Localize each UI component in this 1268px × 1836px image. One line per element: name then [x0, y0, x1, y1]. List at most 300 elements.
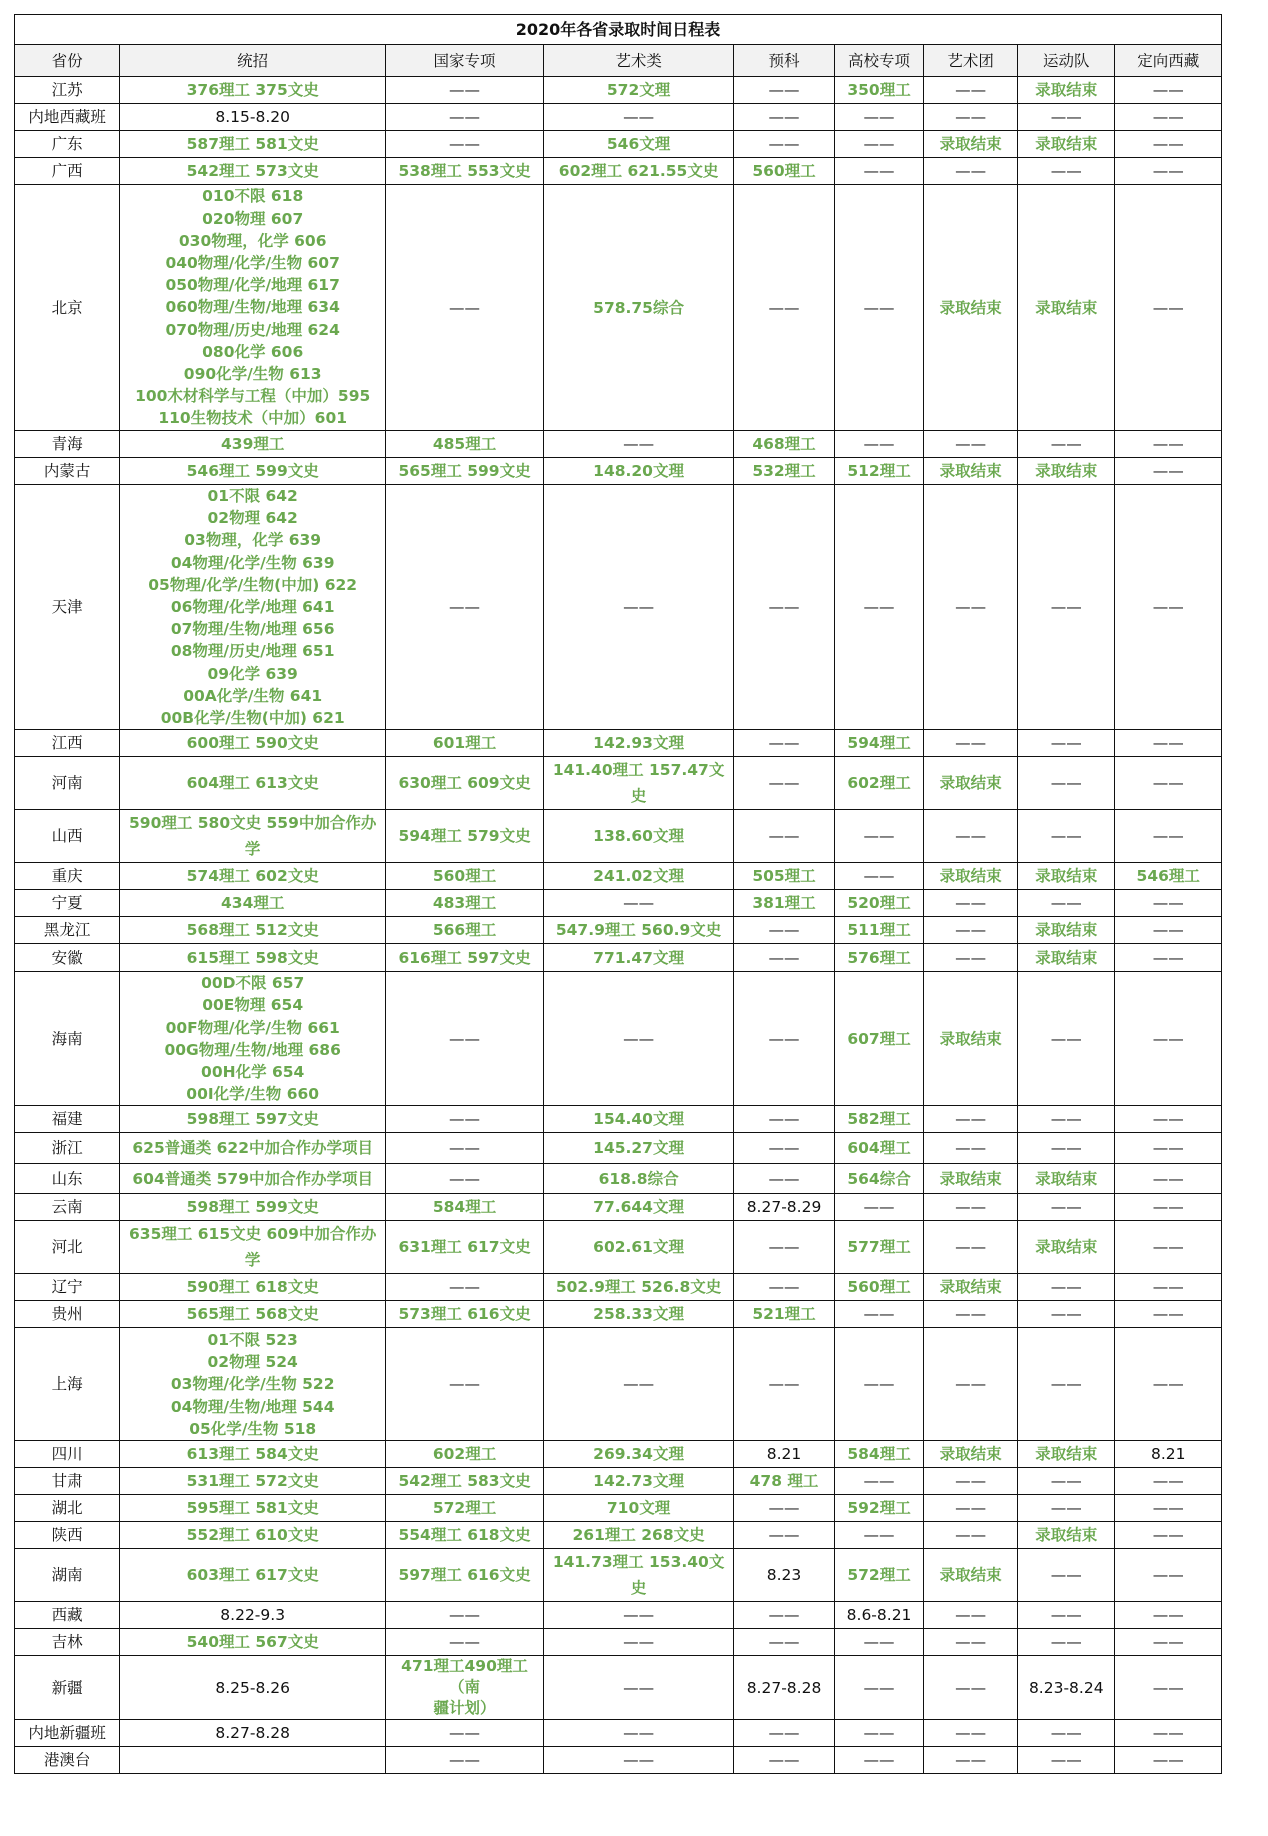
- col-header-national-special: 国家专项: [386, 45, 544, 77]
- cell-line: 08物理/历史/地理 651: [170, 642, 335, 661]
- cell-general: 635理工 615文史 609中加合作办学: [120, 1221, 386, 1274]
- cell-arts: 502.9理工 526.8文史: [544, 1274, 734, 1301]
- cell-line: 110生物技术（中加）601: [158, 409, 348, 428]
- cell-preparatory: ——: [734, 1106, 835, 1133]
- cell-preparatory: 505理工: [734, 863, 835, 890]
- cell-national-special: 597理工 616文史: [386, 1549, 544, 1602]
- cell-national-special: ——: [386, 1133, 544, 1164]
- cell-general: 542理工 573文史: [120, 158, 386, 185]
- cell-university-special: 576理工: [834, 944, 923, 972]
- cell-national-special: 485理工: [386, 431, 544, 458]
- cell-line: 030物理，化学 606: [178, 231, 327, 250]
- cell-national-special: ——: [386, 104, 544, 131]
- cell-national-special: 566理工: [386, 917, 544, 944]
- cell-arts: 710文理: [544, 1495, 734, 1522]
- cell-province: 北京: [15, 185, 120, 431]
- table-row: [15, 1720, 1222, 1747]
- cell-national-special: 601理工: [386, 730, 544, 757]
- table-row: [15, 185, 1222, 431]
- cell-general: 546理工 599文史: [120, 458, 386, 485]
- col-header-university-special: 高校专项: [834, 45, 923, 77]
- cell-sports-team: 录取结束: [1018, 1164, 1115, 1194]
- cell-sports-team: 录取结束: [1018, 1441, 1115, 1468]
- cell-tibet-directed: ——: [1115, 185, 1222, 431]
- cell-preparatory: ——: [734, 810, 835, 863]
- cell-tibet-directed: ——: [1115, 810, 1222, 863]
- cell-sports-team: ——: [1018, 1549, 1115, 1602]
- cell-general: 598理工 597文史: [120, 1106, 386, 1133]
- cell-university-special: ——: [834, 131, 923, 158]
- cell-preparatory: ——: [734, 944, 835, 972]
- cell-national-special: ——: [386, 1274, 544, 1301]
- cell-national-special: ——: [386, 131, 544, 158]
- cell-preparatory: 532理工: [734, 458, 835, 485]
- cell-general: 600理工 590文史: [120, 730, 386, 757]
- cell-art-troupe: ——: [924, 917, 1018, 944]
- table-row: [15, 1194, 1222, 1221]
- cell-art-troupe: ——: [924, 1495, 1018, 1522]
- cell-arts: ——: [544, 485, 734, 730]
- cell-arts: 77.644文理: [544, 1194, 734, 1221]
- table-row: [15, 1495, 1222, 1522]
- cell-sports-team: ——: [1018, 890, 1115, 917]
- cell-university-special: ——: [834, 1194, 923, 1221]
- table-row: [15, 757, 1222, 810]
- cell-arts: ——: [544, 1328, 734, 1441]
- cell-tibet-directed: ——: [1115, 972, 1222, 1106]
- cell-preparatory: ——: [734, 1274, 835, 1301]
- cell-art-troupe: 录取结束: [924, 757, 1018, 810]
- cell-national-special: [386, 1656, 544, 1720]
- cell-national-special: ——: [386, 1602, 544, 1629]
- cell-national-special: ——: [386, 972, 544, 1106]
- cell-arts: 241.02文理: [544, 863, 734, 890]
- cell-tibet-directed: ——: [1115, 944, 1222, 972]
- cell-general: 531理工 572文史: [120, 1468, 386, 1495]
- cell-sports-team: 录取结束: [1018, 458, 1115, 485]
- table-row: [15, 1656, 1222, 1720]
- cell-tibet-directed: ——: [1115, 1656, 1222, 1720]
- cell-province: 广西: [15, 158, 120, 185]
- cell-general: 8.22-9.3: [120, 1602, 386, 1629]
- cell-arts: ——: [544, 104, 734, 131]
- cell-tibet-directed: ——: [1115, 1747, 1222, 1774]
- table-row: [15, 131, 1222, 158]
- cell-line: 00B化学/生物(中加) 621: [160, 709, 345, 728]
- cell-province: 广东: [15, 131, 120, 158]
- table-row: [15, 1221, 1222, 1274]
- cell-preparatory: ——: [734, 1495, 835, 1522]
- cell-university-special: ——: [834, 185, 923, 431]
- table-row: [15, 1441, 1222, 1468]
- table-row: [15, 458, 1222, 485]
- cell-tibet-directed: 546理工: [1115, 863, 1222, 890]
- cell-university-special: 602理工: [834, 757, 923, 810]
- cell-university-special: ——: [834, 1328, 923, 1441]
- cell-line: 080化学 606: [202, 342, 304, 361]
- cell-university-special: 8.6-8.21: [834, 1602, 923, 1629]
- cell-art-troupe: 录取结束: [924, 458, 1018, 485]
- cell-university-special: ——: [834, 431, 923, 458]
- cell-tibet-directed: ——: [1115, 1164, 1222, 1194]
- cell-line: 02物理 524: [207, 1353, 298, 1372]
- cell-arts: 142.73文理: [544, 1468, 734, 1495]
- cell-art-troupe: ——: [924, 1602, 1018, 1629]
- cell-sports-team: 录取结束: [1018, 944, 1115, 972]
- cell-tibet-directed: ——: [1115, 77, 1222, 104]
- cell-university-special: 520理工: [834, 890, 923, 917]
- cell-line: 00H化学 654: [201, 1063, 305, 1082]
- table-row: [15, 917, 1222, 944]
- table-row: [15, 972, 1222, 1106]
- cell-line: 00D不限 657: [201, 974, 305, 993]
- cell-tibet-directed: ——: [1115, 1301, 1222, 1328]
- cell-national-special: 538理工 553文史: [386, 158, 544, 185]
- cell-province: 贵州: [15, 1301, 120, 1328]
- cell-line: 03物理，化学 639: [184, 531, 322, 550]
- cell-arts: 771.47文理: [544, 944, 734, 972]
- cell-sports-team: ——: [1018, 431, 1115, 458]
- cell-province: 山西: [15, 810, 120, 863]
- cell-preparatory: ——: [734, 1629, 835, 1656]
- cell-sports-team: ——: [1018, 1468, 1115, 1495]
- cell-province: 浙江: [15, 1133, 120, 1164]
- cell-province: 西藏: [15, 1602, 120, 1629]
- cell-province: 青海: [15, 431, 120, 458]
- cell-sports-team: ——: [1018, 757, 1115, 810]
- cell-province: 海南: [15, 972, 120, 1106]
- cell-province: 黑龙江: [15, 917, 120, 944]
- cell-national-special: 584理工: [386, 1194, 544, 1221]
- cell-national-special: 616理工 597文史: [386, 944, 544, 972]
- cell-province: 湖北: [15, 1495, 120, 1522]
- cell-general: 590理工 618文史: [120, 1274, 386, 1301]
- table-row: [15, 158, 1222, 185]
- table-row: [15, 1549, 1222, 1602]
- cell-province: 河南: [15, 757, 120, 810]
- cell-art-troupe: ——: [924, 104, 1018, 131]
- cell-province: 内地西藏班: [15, 104, 120, 131]
- cell-tibet-directed: ——: [1115, 1468, 1222, 1495]
- cell-line: 00F物理/化学/生物 661: [165, 1018, 340, 1037]
- cell-sports-team: ——: [1018, 1106, 1115, 1133]
- col-header-preparatory: 预科: [734, 45, 835, 77]
- cell-arts: 138.60文理: [544, 810, 734, 863]
- cell-national-special: 565理工 599文史: [386, 458, 544, 485]
- cell-general: 615理工 598文史: [120, 944, 386, 972]
- cell-sports-team: ——: [1018, 972, 1115, 1106]
- cell-general: 376理工 375文史: [120, 77, 386, 104]
- cell-art-troupe: ——: [924, 431, 1018, 458]
- table-row: [15, 810, 1222, 863]
- cell-line: 090化学/生物 613: [183, 365, 322, 383]
- cell-university-special: ——: [834, 1301, 923, 1328]
- cell-arts: 141.40理工 157.47文史: [544, 757, 734, 810]
- cell-art-troupe: ——: [924, 810, 1018, 863]
- cell-tibet-directed: ——: [1115, 1328, 1222, 1441]
- cell-university-special: 512理工: [834, 458, 923, 485]
- cell-sports-team: ——: [1018, 485, 1115, 730]
- cell-preparatory: ——: [734, 1133, 835, 1164]
- cell-sports-team: ——: [1018, 730, 1115, 757]
- cell-tibet-directed: ——: [1115, 485, 1222, 730]
- cell-arts: 602.61文理: [544, 1221, 734, 1274]
- cell-national-special: 631理工 617文史: [386, 1221, 544, 1274]
- cell-art-troupe: 录取结束: [924, 972, 1018, 1106]
- cell-province: 江苏: [15, 77, 120, 104]
- cell-art-troupe: 录取结束: [924, 863, 1018, 890]
- cell-university-special: 607理工: [834, 972, 923, 1106]
- cell-preparatory: 8.27-8.28: [734, 1656, 835, 1720]
- table-row: [15, 1629, 1222, 1656]
- cell-province: 四川: [15, 1441, 120, 1468]
- admission-schedule: [14, 14, 1222, 1774]
- cell-art-troupe: ——: [924, 485, 1018, 730]
- admission-table: [14, 14, 1222, 1774]
- cell-art-troupe: ——: [924, 1522, 1018, 1549]
- cell-preparatory: ——: [734, 1602, 835, 1629]
- cell-arts: 154.40文理: [544, 1106, 734, 1133]
- cell-sports-team: ——: [1018, 1194, 1115, 1221]
- cell-national-special: 483理工: [386, 890, 544, 917]
- cell-preparatory: 8.21: [734, 1441, 835, 1468]
- cell-sports-team: ——: [1018, 1133, 1115, 1164]
- cell-art-troupe: ——: [924, 1194, 1018, 1221]
- cell-province: 新疆: [15, 1656, 120, 1720]
- cell-tibet-directed: ——: [1115, 1274, 1222, 1301]
- table-row: [15, 104, 1222, 131]
- cell-province: 重庆: [15, 863, 120, 890]
- cell-art-troupe: 录取结束: [924, 1441, 1018, 1468]
- cell-tibet-directed: ——: [1115, 1720, 1222, 1747]
- cell-art-troupe: ——: [924, 730, 1018, 757]
- cell-national-special: 602理工: [386, 1441, 544, 1468]
- table-row: [15, 1602, 1222, 1629]
- cell-preparatory: ——: [734, 77, 835, 104]
- cell-line: 050物理/化学/地理 617: [165, 276, 340, 295]
- cell-general: 574理工 602文史: [120, 863, 386, 890]
- cell-general: 604理工 613文史: [120, 757, 386, 810]
- cell-national-special: ——: [386, 485, 544, 730]
- cell-university-special: 584理工: [834, 1441, 923, 1468]
- cell-national-special: 560理工: [386, 863, 544, 890]
- cell-university-special: 572理工: [834, 1549, 923, 1602]
- cell-general: [120, 185, 386, 431]
- cell-tibet-directed: ——: [1115, 1522, 1222, 1549]
- cell-university-special: ——: [834, 1747, 923, 1774]
- cell-tibet-directed: ——: [1115, 458, 1222, 485]
- cell-national-special: ——: [386, 77, 544, 104]
- cell-general: 613理工 584文史: [120, 1441, 386, 1468]
- cell-general: 587理工 581文史: [120, 131, 386, 158]
- cell-line: 020物理 607: [202, 209, 304, 228]
- cell-general: 8.27-8.28: [120, 1720, 386, 1747]
- cell-preparatory: ——: [734, 972, 835, 1106]
- cell-preparatory: ——: [734, 757, 835, 810]
- cell-province: 港澳台: [15, 1747, 120, 1774]
- cell-arts: 269.34文理: [544, 1441, 734, 1468]
- table-row: [15, 1106, 1222, 1133]
- cell-art-troupe: 录取结束: [924, 1274, 1018, 1301]
- cell-general: 604普通类 579中加合作办学项目: [120, 1164, 386, 1194]
- cell-line: 471理工490理工（南: [401, 1657, 528, 1697]
- cell-sports-team: ——: [1018, 104, 1115, 131]
- cell-tibet-directed: ——: [1115, 1602, 1222, 1629]
- cell-art-troupe: 录取结束: [924, 1164, 1018, 1194]
- cell-general: 434理工: [120, 890, 386, 917]
- cell-line: 100木材科学与工程（中加）595: [135, 387, 371, 406]
- cell-preparatory: ——: [734, 185, 835, 431]
- cell-general: 598理工 599文史: [120, 1194, 386, 1221]
- table-row: [15, 77, 1222, 104]
- cell-tibet-directed: ——: [1115, 1133, 1222, 1164]
- cell-line: 01不限 523: [207, 1330, 298, 1349]
- table-row: [15, 863, 1222, 890]
- cell-arts: 572文理: [544, 77, 734, 104]
- cell-general: 590理工 580文史 559中加合作办学: [120, 810, 386, 863]
- cell-arts: 261理工 268文史: [544, 1522, 734, 1549]
- cell-province: 山东: [15, 1164, 120, 1194]
- cell-arts: ——: [544, 1720, 734, 1747]
- cell-line: 09化学 639: [207, 664, 298, 683]
- cell-university-special: 560理工: [834, 1274, 923, 1301]
- cell-preparatory: 468理工: [734, 431, 835, 458]
- cell-art-troupe: ——: [924, 1656, 1018, 1720]
- cell-arts: 145.27文理: [544, 1133, 734, 1164]
- cell-preparatory: 478 理工: [734, 1468, 835, 1495]
- table-row: [15, 944, 1222, 972]
- cell-province: 宁夏: [15, 890, 120, 917]
- cell-preparatory: ——: [734, 1747, 835, 1774]
- cell-tibet-directed: ——: [1115, 890, 1222, 917]
- cell-art-troupe: ——: [924, 1328, 1018, 1441]
- cell-province: 湖南: [15, 1549, 120, 1602]
- cell-arts: ——: [544, 1602, 734, 1629]
- cell-university-special: ——: [834, 1656, 923, 1720]
- cell-national-special: ——: [386, 1164, 544, 1194]
- cell-art-troupe: ——: [924, 158, 1018, 185]
- cell-preparatory: ——: [734, 1720, 835, 1747]
- cell-art-troupe: ——: [924, 1720, 1018, 1747]
- cell-arts: ——: [544, 1747, 734, 1774]
- cell-sports-team: 录取结束: [1018, 131, 1115, 158]
- cell-tibet-directed: ——: [1115, 104, 1222, 131]
- cell-general: 595理工 581文史: [120, 1495, 386, 1522]
- cell-national-special: 554理工 618文史: [386, 1522, 544, 1549]
- cell-arts: ——: [544, 431, 734, 458]
- cell-sports-team: ——: [1018, 1301, 1115, 1328]
- cell-sports-team: ——: [1018, 1747, 1115, 1774]
- cell-arts: 258.33文理: [544, 1301, 734, 1328]
- cell-line: 03物理/化学/生物 522: [170, 1375, 335, 1394]
- cell-university-special: 564综合: [834, 1164, 923, 1194]
- cell-arts: 142.93文理: [544, 730, 734, 757]
- cell-national-special: 542理工 583文史: [386, 1468, 544, 1495]
- cell-sports-team: ——: [1018, 1328, 1115, 1441]
- cell-art-troupe: ——: [924, 77, 1018, 104]
- cell-general: 552理工 610文史: [120, 1522, 386, 1549]
- cell-preparatory: 381理工: [734, 890, 835, 917]
- col-header-province: 省份: [15, 45, 120, 77]
- cell-province: 辽宁: [15, 1274, 120, 1301]
- cell-tibet-directed: ——: [1115, 1106, 1222, 1133]
- cell-art-troupe: ——: [924, 944, 1018, 972]
- cell-preparatory: ——: [734, 730, 835, 757]
- cell-university-special: 511理工: [834, 917, 923, 944]
- cell-art-troupe: 录取结束: [924, 1549, 1018, 1602]
- cell-line: 00I化学/生物 660: [186, 1085, 320, 1104]
- cell-sports-team: ——: [1018, 1274, 1115, 1301]
- cell-province: 上海: [15, 1328, 120, 1441]
- cell-art-troupe: 录取结束: [924, 131, 1018, 158]
- cell-preparatory: ——: [734, 917, 835, 944]
- cell-university-special: 582理工: [834, 1106, 923, 1133]
- cell-province: 江西: [15, 730, 120, 757]
- cell-line: 02物理 642: [207, 509, 298, 528]
- col-header-tibet-directed: 定向西藏: [1115, 45, 1222, 77]
- cell-arts: 602理工 621.55文史: [544, 158, 734, 185]
- cell-province: 云南: [15, 1194, 120, 1221]
- cell-sports-team: 录取结束: [1018, 1221, 1115, 1274]
- cell-province: 甘肃: [15, 1468, 120, 1495]
- cell-line: 00G物理/生物/地理 686: [164, 1040, 341, 1059]
- table-body: [15, 77, 1222, 1774]
- cell-arts: 546文理: [544, 131, 734, 158]
- cell-tibet-directed: ——: [1115, 917, 1222, 944]
- cell-national-special: ——: [386, 1629, 544, 1656]
- cell-preparatory: 8.27-8.29: [734, 1194, 835, 1221]
- cell-art-troupe: ——: [924, 1133, 1018, 1164]
- table-row: [15, 730, 1222, 757]
- cell-arts: ——: [544, 1629, 734, 1656]
- cell-art-troupe: ——: [924, 1468, 1018, 1495]
- col-header-sports-team: 运动队: [1018, 45, 1115, 77]
- cell-province: 内地新疆班: [15, 1720, 120, 1747]
- cell-line: 010不限 618: [202, 187, 304, 206]
- cell-sports-team: ——: [1018, 1720, 1115, 1747]
- col-header-art-troupe: 艺术团: [924, 45, 1018, 77]
- cell-art-troupe: ——: [924, 1106, 1018, 1133]
- cell-preparatory: ——: [734, 104, 835, 131]
- cell-general: 625普通类 622中加合作办学项目: [120, 1133, 386, 1164]
- cell-province: 内蒙古: [15, 458, 120, 485]
- cell-tibet-directed: ——: [1115, 1495, 1222, 1522]
- cell-province: 吉林: [15, 1629, 120, 1656]
- col-header-general: 统招: [120, 45, 386, 77]
- cell-university-special: ——: [834, 1629, 923, 1656]
- cell-tibet-directed: ——: [1115, 131, 1222, 158]
- table-row: [15, 1747, 1222, 1774]
- cell-tibet-directed: ——: [1115, 730, 1222, 757]
- cell-line: 04物理/化学/生物 639: [170, 553, 335, 572]
- cell-tibet-directed: ——: [1115, 431, 1222, 458]
- cell-national-special: ——: [386, 185, 544, 431]
- cell-national-special: ——: [386, 1747, 544, 1774]
- cell-general: [120, 1747, 386, 1774]
- cell-arts: 148.20文理: [544, 458, 734, 485]
- cell-national-special: 630理工 609文史: [386, 757, 544, 810]
- cell-tibet-directed: ——: [1115, 757, 1222, 810]
- cell-general: 439理工: [120, 431, 386, 458]
- table-row: [15, 1133, 1222, 1164]
- cell-arts: ——: [544, 890, 734, 917]
- cell-sports-team: 录取结束: [1018, 77, 1115, 104]
- cell-line: 060物理/生物/地理 634: [165, 298, 340, 317]
- cell-preparatory: ——: [734, 1221, 835, 1274]
- table-row: [15, 485, 1222, 730]
- cell-preparatory: ——: [734, 1522, 835, 1549]
- table-row: [15, 1522, 1222, 1549]
